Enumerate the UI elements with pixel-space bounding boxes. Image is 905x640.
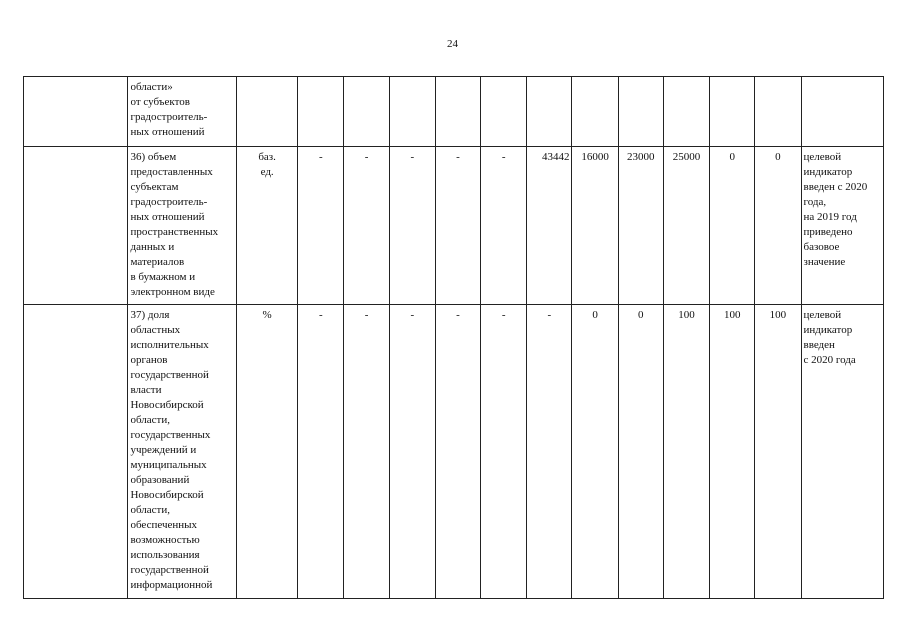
value-cell: 100 (710, 305, 755, 599)
value-cell: - (389, 147, 435, 305)
value-cell: - (481, 147, 527, 305)
value-cell: 0 (618, 305, 663, 599)
value-cell: 25000 (663, 147, 709, 305)
indicator-table (23, 76, 884, 599)
value-cell (344, 77, 389, 147)
indicator-name-cell: 37) доля областных исполнительных органов государственной власти Новосибирской области, государственных учреждений и муниципальных образований Новосибирской области, обеспеченных возможностью использования государственной информационной (128, 305, 237, 599)
value-cell: - (344, 147, 389, 305)
value-cell: 0 (572, 305, 618, 599)
value-cell: - (344, 305, 389, 599)
value-cell: - (298, 147, 344, 305)
indicator-name-cell: 36) объем предоставленных субъектам градостроитель- ных отношений пространственных данных и материалов в бумажном и электронном виде (128, 147, 237, 305)
value-cell: 100 (755, 305, 801, 599)
value-cell (710, 77, 755, 147)
unit-cell: баз. ед. (236, 147, 297, 305)
value-cell: - (298, 305, 344, 599)
value-cell (298, 77, 344, 147)
value-cell (481, 77, 527, 147)
unit-cell: % (236, 305, 297, 599)
value-cell: 0 (710, 147, 755, 305)
note-cell (801, 77, 884, 147)
value-cell (527, 77, 572, 147)
table-row (24, 147, 884, 305)
row-number-cell (24, 77, 128, 147)
value-cell (663, 77, 709, 147)
value-cell (618, 77, 663, 147)
value-cell: 16000 (572, 147, 618, 305)
value-cell (755, 77, 801, 147)
table-row (24, 77, 884, 147)
table-row (24, 305, 884, 599)
value-cell: 0 (755, 147, 801, 305)
value-cell: 23000 (618, 147, 663, 305)
value-cell: - (435, 147, 480, 305)
value-cell (435, 77, 480, 147)
row-number-cell (24, 147, 128, 305)
value-cell: - (389, 305, 435, 599)
value-cell: - (527, 305, 572, 599)
row-number-cell (24, 305, 128, 599)
value-cell (572, 77, 618, 147)
value-cell (389, 77, 435, 147)
value-cell: 43442 (527, 147, 572, 305)
page-number: 24 (447, 38, 458, 50)
value-cell: - (481, 305, 527, 599)
value-cell: - (435, 305, 480, 599)
value-cell: 100 (663, 305, 709, 599)
note-cell: целевой индикатор введен с 2020 года (801, 305, 884, 599)
note-cell: целевой индикатор введен с 2020 года, на 2019 год приведено базовое значение (801, 147, 884, 305)
unit-cell (236, 77, 297, 147)
indicator-name-cell: области» от субъектов градостроитель- ных отношений (128, 77, 237, 147)
